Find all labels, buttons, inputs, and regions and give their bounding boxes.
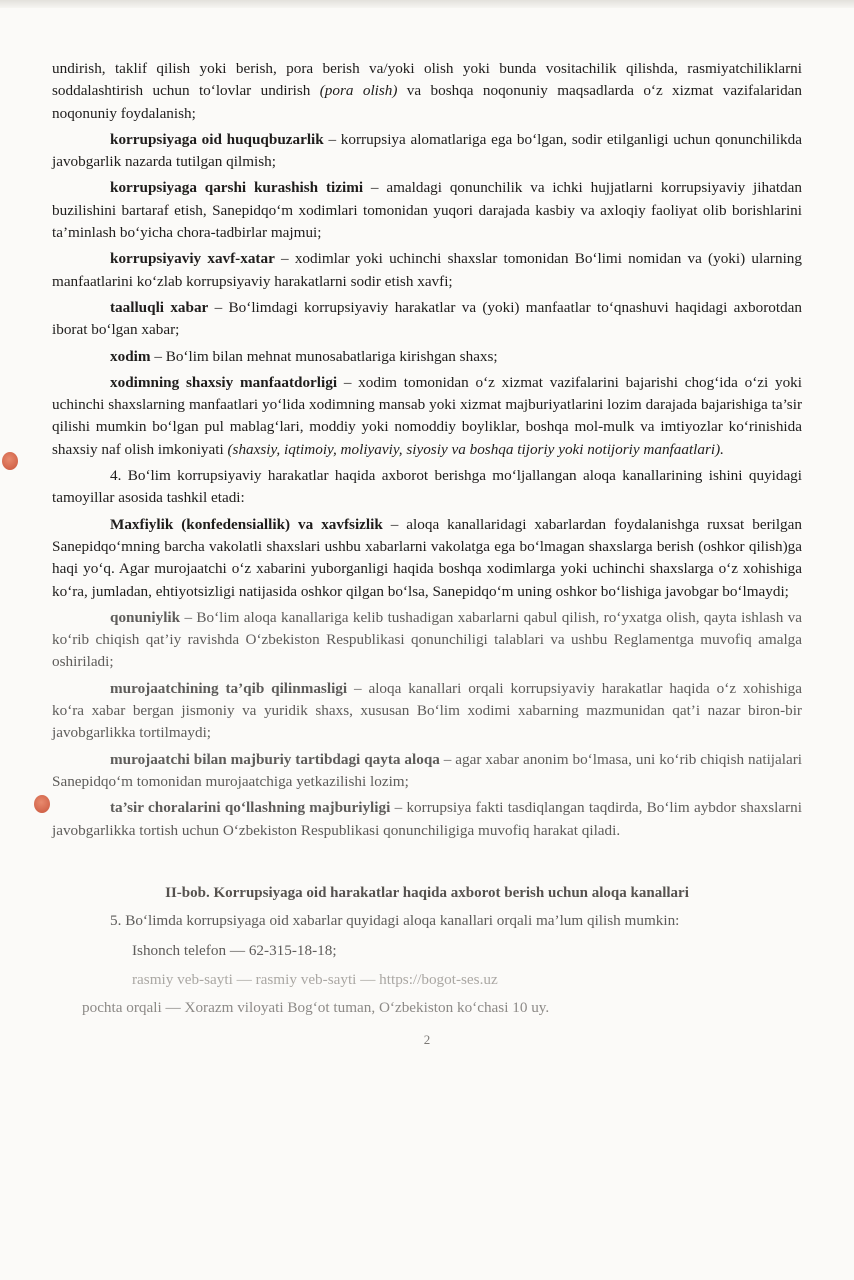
text-run: – korrupsiya fakti tasdiqlangan taqdirda, Bo‘lim aybdor shaxslarni javobgarlikka tortish uchun O‘zbekiston Respublikasi qonunchiligiga muvofiq harakat qiladi. — [52, 799, 802, 839]
paragraph-p4 — [52, 248, 802, 293]
paragraph-p2 — [52, 129, 802, 174]
paragraph-p11 — [52, 678, 802, 745]
punch-hole-mark — [34, 795, 50, 813]
term: korrupsiyaga oid huquqbuzarlik — [110, 130, 324, 148]
paragraph-5: 5. Bo‘limda korrupsiyaga oid xabarlar quyidagi aloqa kanallari orqali ma’lum qilish mumkin: — [110, 912, 680, 930]
term: murojaatchining ta’qib qilinmasligi — [110, 679, 348, 697]
text-run: – aloqa kanallari orqali korrupsiyaviy harakatlar haqida o‘z xohishiga ko‘ra xabar bergan jismoniy va yuridik shaxs, xususan Bo‘lim xodimi xabarning mazmunidan qat’i nazar biron-bir javobgarlikka tortilmaydi; — [52, 679, 802, 742]
text-run: va boshqa noqonuniy maqsadlarda o‘z xizmat vazifalaridan noqonuniy foydalanish; — [52, 82, 803, 122]
term: taalluqli xabar — [110, 298, 209, 316]
text-run: – xodimlar yoki uchinchi shaxslar tomonidan Bo‘limi nomidan va (yoki) ularning manfaatlarini ko‘zlab korrupsiyaviy harakatlarni sodir etish xavfi; — [52, 250, 802, 290]
contact-website: rasmiy veb-sayti — rasmiy veb-sayti — https://bogot-ses.uz — [132, 970, 498, 988]
italic-note: (pora olish) — [319, 82, 398, 100]
contact-value: 62-315-18-18; — [248, 942, 337, 960]
text-run: – agar xabar anonim bo‘lmasa, uni ko‘rib chiqish natijalari Sanepidqo‘m tomonidan murojaatchiga yetkazilishi lozim; — [52, 750, 802, 790]
term: qonuniylik — [110, 608, 181, 626]
contact-value: rasmiy veb-sayti — https://bogot-ses.uz — [255, 970, 498, 988]
term: xodimning shaxsiy manfaatdorligi — [110, 373, 338, 391]
italic-note: (shaxsiy, iqtimoiy, moliyaviy, siyosiy va boshqa tijoriy yoki notijoriy manfaatlari). — [227, 440, 724, 458]
paragraph-p9 — [52, 514, 802, 603]
term: xodim — [110, 347, 151, 365]
text-run: – Bo‘lim bilan mehnat munosabatlariga kirishgan shaxs; — [150, 347, 498, 365]
contact-label: pochta orqali — [82, 998, 162, 1016]
text-run: – korrupsiya alomatlariga ega bo‘lgan, sodir etilganligi uchun qonunchilikda javobgarlik nazarda tutilgan qilmish; — [52, 130, 802, 171]
contact-label: Ishonch telefon — [132, 942, 227, 960]
text-run: – Bo‘limdagi korrupsiyaviy harakatlar va (yoki) manfaatlar to‘qnashuvi haqidagi axborotdan iborat bo‘lgan xabar; — [52, 298, 802, 339]
chapter-title: II-bob. Korrupsiyaga oid harakatlar haqida axborot berish uchun aloqa kanallari — [165, 884, 689, 901]
text-run: – aloqa kanallaridagi xabarlardan foydalanishga ruxsat berilgan Sanepidqo‘mning barcha vakolatli shaxslari ushbu xabarlarni vakolatga ega bo‘lmagan shaxslarga berish (oshkor qilish)ga haqi yo‘q. Agar murojaatchi o‘z xabarini yuborganligi haqida boshqa xodimlarga yoki uchinchi shaxslarga o‘z xohishiga ko‘ra, jumladan, ehtiyotsizligi natijasida oshkor qilgan bo‘lsa, Sanepidqo‘m uning oshkor bo‘lishiga javobgar bo‘lmaydi; — [52, 515, 802, 600]
page-number: 2 — [423, 1032, 431, 1048]
text-run: undirish, taklif qilish yoki berish, pora berish va/yoki olish yoki bunda vositachilik qilishda, rasmiyatchiliklarni soddalashtirish uchun to‘lovlar undirish — [52, 60, 802, 100]
term: ta’sir choralarini qo‘llashning majburiyligi — [110, 799, 391, 817]
paragraph-p8 — [52, 465, 802, 510]
term: korrupsiyaga qarshi kurashish tizimi — [110, 179, 364, 197]
paragraph-p12 — [52, 749, 802, 794]
paragraph-p5 — [52, 297, 802, 342]
scan-top-edge — [0, 0, 854, 8]
contact-label: rasmiy veb-sayti — [132, 970, 233, 988]
definitions-list — [52, 58, 802, 842]
paragraph-p13 — [52, 797, 802, 842]
contact-mail: pochta orqali — Xorazm viloyati Bog‘ot tuman, O‘zbekiston ko‘chasi 10 uy. — [82, 998, 550, 1016]
document-body — [52, 58, 802, 1052]
term: korrupsiyaviy xavf-xatar — [110, 250, 275, 268]
text-run: – Bo‘lim aloqa kanallariga kelib tushadigan xabarlarni qabul qilish, ro‘yxatga olish, qayta ishlash va ko‘rib chiqish qat’iy ravishda O‘zbekiston Respublikasi qonunchiligi talablari va ushbu Reglamentga muvofiq amalga oshiriladi; — [52, 608, 802, 671]
text-run: – xodim tomonidan o‘z xizmat vazifalarini bajarishi chog‘ida o‘zi yoki uchinchi shaxslarning manfaatlari yo‘lida xodimning mansab yoki xizmat majburiyatlarini lozim darajada bajarishiga ta’sir qilishi mumkin bo‘lgan pul mablag‘lari, moddiy yoki nomoddiy boyliklar, boshqa mol-mulk va imtiyozlar ko‘rinishida shaxsiy naf olish imkoniyati — [52, 373, 802, 458]
text-run: – amaldagi qonunchilik va ichki hujjatlarni korrupsiyaviy jihatdan buzilishini bartaraf etish, Sanepidqo‘m xodimlari tomonidan yuqori darajada kasbiy va axloqiy faoliyat olib borishlarini ta’minlash bo‘yicha chora-tadbirlar majmui; — [52, 179, 802, 242]
term: Maxfiylik (konfedensiallik) va xavfsizlik — [110, 515, 383, 533]
text-run: 4. Bo‘lim korrupsiyaviy harakatlar haqida axborot berishga mo‘ljallangan aloqa kanallarining ishini quyidagi tamoyillar asosida tashkil etadi: — [52, 467, 802, 507]
paragraph-p1 — [52, 58, 802, 125]
contact-value: Xorazm viloyati Bog‘ot tuman, O‘zbekiston ko‘chasi 10 uy. — [184, 998, 550, 1016]
paragraph-p6 — [52, 346, 802, 368]
paragraph-p3 — [52, 177, 802, 244]
punch-hole-mark — [2, 452, 18, 470]
term: murojaatchi bilan majburiy tartibdagi qayta aloqa — [110, 750, 440, 768]
paragraph-p7 — [52, 372, 802, 461]
contact-phone: Ishonch telefon — 62-315-18-18; — [132, 942, 337, 960]
paragraph-p10 — [52, 607, 802, 674]
